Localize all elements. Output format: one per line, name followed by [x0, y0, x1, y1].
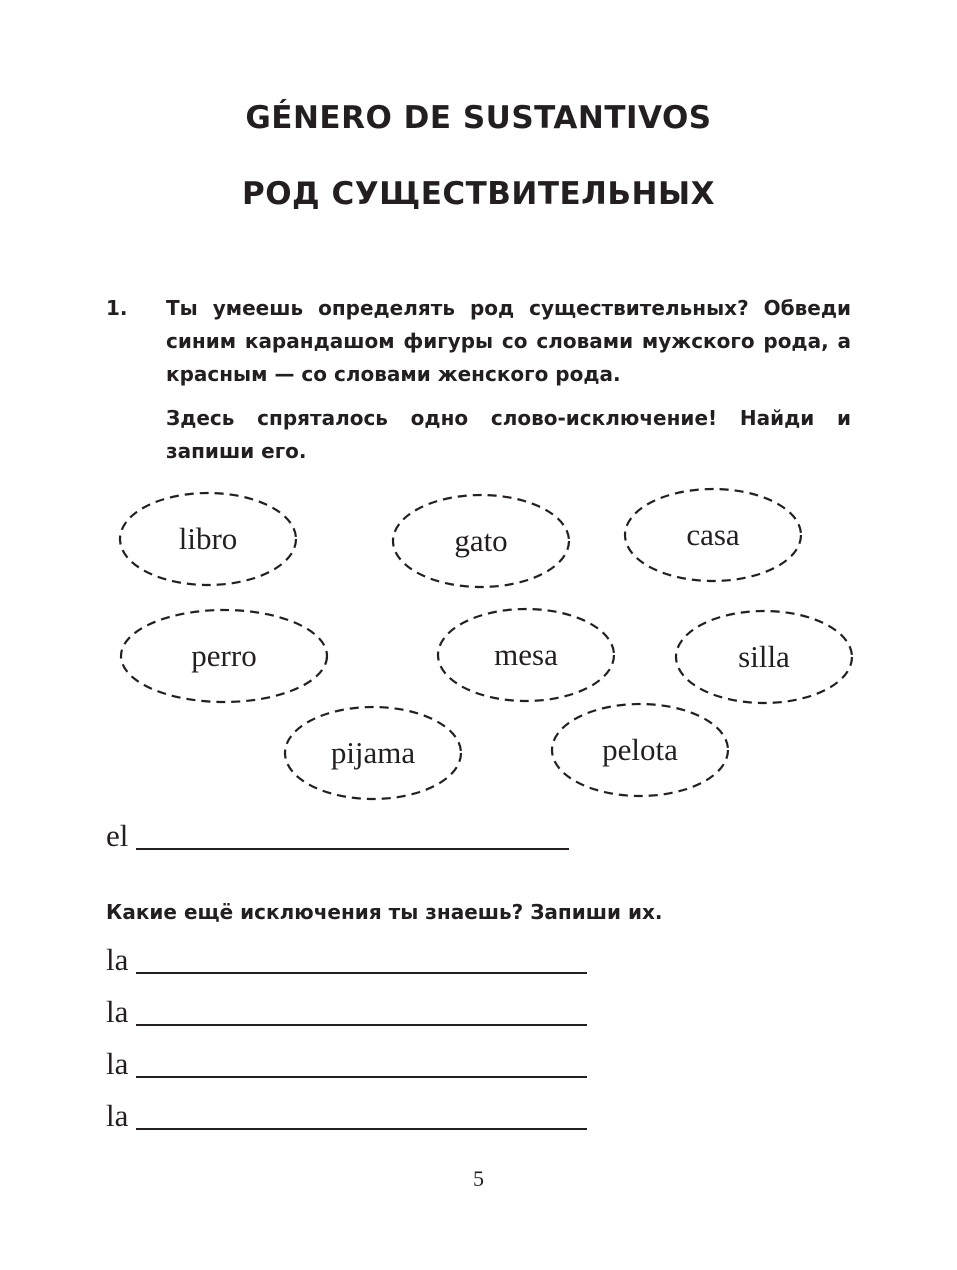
answer-line[interactable] [106, 816, 576, 856]
exception-line-1[interactable] [106, 940, 591, 980]
exception-blank[interactable] [136, 972, 587, 974]
exception-blank[interactable] [136, 1024, 587, 1026]
exception-article: la [106, 1098, 129, 1133]
page-number: 5 [473, 1166, 484, 1191]
exceptions-question: Какие ещё исключения ты знаешь? Запиши их. [106, 900, 663, 924]
answer-blank[interactable] [136, 848, 569, 850]
task-hint: Здесь спряталось одно слово-исключение! Найди и запиши его. [166, 406, 851, 463]
exception-line-3[interactable] [106, 1044, 591, 1084]
page-title-russian: РОД СУЩЕСТВИТЕЛЬНЫХ [241, 176, 716, 212]
word-pijama: pijama [330, 735, 416, 770]
exception-line-2[interactable] [106, 992, 591, 1032]
word-libro: libro [178, 521, 238, 556]
exception-blank[interactable] [136, 1128, 587, 1130]
exception-blank[interactable] [136, 1076, 587, 1078]
word-silla: silla [738, 639, 790, 674]
word-mesa: mesa [494, 637, 558, 672]
exception-line-4[interactable] [106, 1096, 591, 1136]
answer-article: el [106, 818, 129, 853]
word-casa: casa [686, 517, 740, 552]
exception-article: la [106, 994, 129, 1029]
exception-article: la [106, 1046, 129, 1081]
task-number: 1. [106, 296, 128, 320]
word-pelota: pelota [602, 732, 678, 767]
page-title-spanish: GÉNERO DE SUSTANTIVOS [245, 100, 712, 136]
exception-article: la [106, 942, 129, 977]
task-instruction: Ты умеешь определять род существительных? Обведи синим карандашом фигуры со словами мужского рода, а красным — со словами женского рода. [166, 296, 851, 386]
word-gato: gato [454, 523, 508, 558]
word-perro: perro [191, 638, 257, 673]
